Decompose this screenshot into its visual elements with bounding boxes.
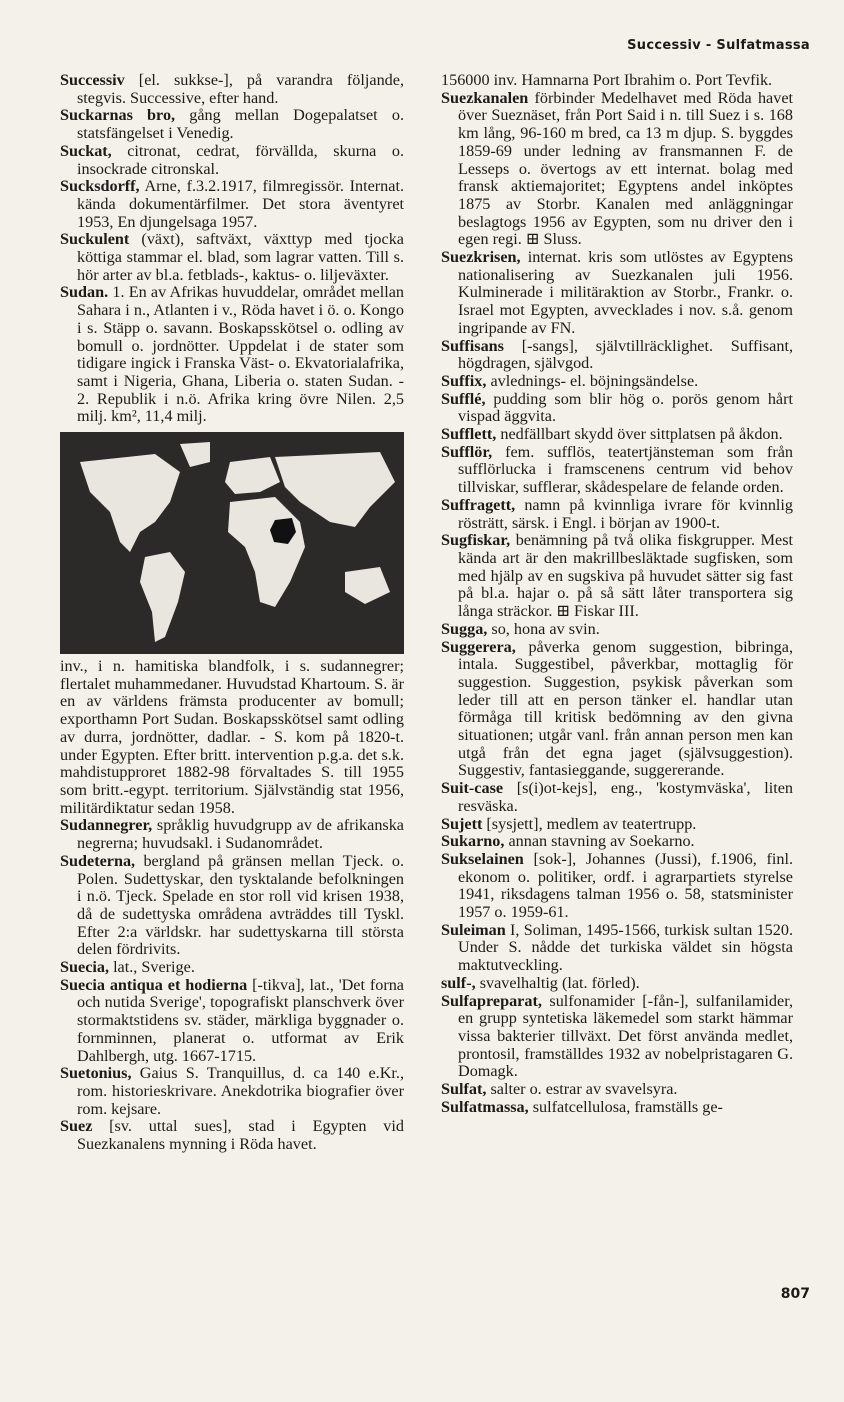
dictionary-entry (441, 816, 793, 834)
dictionary-entry (441, 922, 793, 975)
entry-definition: (växt), saftväxt, växttyp med tjocka köttiga stammar el. blad, som lagrar vatten. Till s. hör arter av bl.a. fetblads-, kaktus- o. liljeväxter. (77, 230, 404, 284)
dictionary-entry (441, 373, 793, 391)
entry-headword: Sulfatmassa, (441, 1097, 529, 1116)
entry-headword: Sucksdorff, (60, 177, 140, 196)
entry-definition: 1. En av Afrikas huvuddelar, området mellan Sahara i n., Atlanten i v., Röda havet i ö. o. Kongo i s. Stäpp o. savann. Boskapsskötsel o. odling av bomull o. jordnötter. Uppdelat i de stater som tidigare ingick i Franska Väst- o. Ekvatorialafrika, samt i Nigeria, Ghana, Liberia o. staten Sudan. - 2. Republik i n.ö. Afrika kring övre Nilen. 2,5 milj. km², 11,4 milj. (77, 283, 404, 426)
dictionary-entry (441, 1099, 793, 1117)
entry-definition: Gaius S. Tranquillus, d. ca 140 e.Kr., rom. historieskrivare. Anekdotrika biografier över rom. kejsare. (77, 1064, 404, 1118)
entry-definition: [sysjett], medlem av teatertrupp. (482, 814, 697, 833)
entry-definition: so, hona av svin. (487, 619, 600, 638)
entry-headword: Sufflé, (441, 389, 486, 408)
dictionary-entry (441, 639, 793, 781)
page-number: 807 (780, 1286, 810, 1302)
entry-definition: internat. kris som utlöstes av Egyptens nationalisering av Suezkanalen juli 1956. Kulminerade i militäraktion av Storbr., Frankr. o. Israel mot Egypten, avvecklades i nov. s.å. genom ingripande av FN. (458, 248, 793, 337)
dictionary-entry (441, 90, 793, 249)
entry-headword: Suffisans (441, 336, 504, 355)
entry-headword: sulf-, (441, 973, 476, 992)
entry-headword: Suez (60, 1117, 93, 1136)
entry-headword: Sukselainen (441, 849, 524, 868)
dictionary-entry (441, 532, 793, 621)
dictionary-entry (60, 178, 404, 231)
dictionary-entry (441, 249, 793, 338)
entry-headword: Sudeterna, (60, 851, 136, 870)
entry-definition: pudding som blir hög o. porös genom hårt vispad äggvita. (458, 389, 793, 426)
entry-definition: lat., Sverige. (109, 958, 195, 977)
entry-definition: fem. sufflös, teatertjänsteman som från sufflörlucka i framscenens centrum vid behov tillviskar, sufflerar, skådespelare de felande orden. (458, 442, 793, 497)
dictionary-entry (60, 72, 404, 107)
entry-definition: [-tikva], lat., 'Det forna och nutida Sverige', topografiskt planschverk över stormaktstidens sv. städer, märkliga byggnader o. fornminnen, planerat o. utformat av Erik Dahlbergh, utg. 1667-1715. (77, 975, 404, 1065)
dictionary-entry (441, 391, 793, 426)
entry-headword: Sugga, (441, 619, 488, 638)
entry-definition: nedfällbart skydd över sittplatsen på åkdon. (496, 425, 783, 444)
entry-headword: Suckat, (60, 141, 112, 160)
entry-headword: Sufflör, (441, 442, 493, 461)
entry-headword: Sujett (441, 814, 483, 833)
entry-headword: Sukarno, (441, 832, 505, 851)
entry-definition: benämning på två olika fiskgrupper. Mest kända art är den makrillbesläktade sugfisken, som med hjälp av en sugskiva på huvudet sätter sig fast på bl.a. hajar o. på så sätt låter transportera sig långa sträckor. ⊞ Fiskar III. (458, 531, 793, 621)
dictionary-entry (60, 143, 404, 178)
entry-definition: [s(i)ot-kejs], eng., 'kostymväska', liten resväska. (458, 779, 793, 815)
dictionary-entry (441, 426, 793, 444)
entry-headword: Sugfiskar, (441, 531, 511, 550)
entry-headword: Sulfat, (441, 1080, 487, 1099)
entry-definition: bergland på gränsen mellan Tjeck. o. Polen. Sudettyskar, den tysktalande befolkningen i n.ö. Tjeck. Spelade en stor roll vid krisen 1938, då de sudettyska områdena avträddes till Tyskl. Efter 2:a världskr. har sudettyskarna till största delen fördrivits. (77, 851, 404, 959)
entry-definition: [sv. uttal sues], stad i Egypten vid Suezkanalens mynning i Röda havet. (77, 1117, 404, 1154)
right-column (441, 72, 793, 1116)
entry-definition: sulfatcellulosa, framställs ge- (528, 1097, 723, 1116)
entry-headword: Suffragett, (441, 495, 516, 514)
dictionary-entry (441, 621, 793, 639)
dictionary-entry (441, 975, 793, 993)
dictionary-entry (441, 851, 793, 922)
entry-definition: annan stavning av Soekarno. (504, 832, 695, 851)
sudan-continuation: inv., i n. hamitiska blandfolk, i s. sudannegrer; flertalet muhammedaner. Huvudstad Khartoum. S. är en av världens främsta producenter av bomull; exporthamn Port Sudan. Boskapsskötsel samt odling av durra, jordnötter, dadlar. - S. kom på 1820-t. under Egypten. Efter britt. intervention p.g.a. det s.k. mahdistupproret 1882-98 förvaltades S. till 1955 som britt.-egypt. territorium. Självständig stat 1956, militärdiktatur sedan 1958. (60, 657, 404, 817)
entry-headword: Suecia antiqua et hodierna (60, 975, 248, 994)
entry-headword: Suleiman (441, 920, 506, 939)
entry-definition: salter o. estrar av svavelsyra. (486, 1080, 678, 1099)
dictionary-entry (60, 959, 404, 977)
dictionary-entry (60, 1118, 404, 1153)
entry-definition: [sok-], Johannes (Jussi), f.1906, finl. ekonom o. politiker, ordf. i agrarpartiets styrelse 1941, riksdagens talman 1956 o. 58, statsminister 1957 o. 1959-61. (458, 849, 793, 922)
page-header: Successiv - Sulfatmassa (627, 38, 810, 53)
entry-headword: Suggerera, (441, 637, 516, 656)
entry-headword: Successiv (60, 71, 125, 89)
entry-definition: sulfonamider [-fån-], sulfanilamider, en grupp syntetiska läkemedel som starkt hämmar vissa bakterier tillväxt. Det först använda medlet, prontosil, framställdes 1932 av nobelpristagaren G. Domagk. (458, 991, 793, 1081)
dictionary-entry (441, 338, 793, 373)
dictionary-entry (441, 780, 793, 815)
entry-headword: Suffix, (441, 371, 487, 390)
entry-headword: Suezkrisen, (441, 248, 521, 267)
entry-headword: Suit-case (441, 779, 504, 798)
entry-headword: Suezkanalen (441, 88, 529, 107)
left-column (60, 72, 404, 1154)
dictionary-entry (60, 107, 404, 142)
entry-headword: Sulfapreparat, (441, 991, 542, 1010)
dictionary-entry (441, 1081, 793, 1099)
dictionary-entry (60, 977, 404, 1066)
entry-definition: språklig huvudgrupp av de afrikanska negrerna; huvudsakl. i Sudanområdet. (77, 816, 404, 853)
entry-definition: svavelhaltig (lat. förled). (475, 973, 640, 992)
entry-headword: Sufflett, (441, 425, 497, 444)
entry-definition: citronat, cedrat, förvällda, skurna o. insockrade citronskal. (77, 141, 404, 178)
entry-definition: I, Soliman, 1495-1566, turkisk sultan 1520. Under S. nådde det turkiska väldet sin högsta maktutveckling. (458, 920, 793, 975)
entry-definition: [-sangs], självtillräcklighet. Suffisant, högdragen, självgod. (458, 336, 793, 373)
entry-definition: påverka genom suggestion, bibringa, intala. Suggestibel, påverkbar, mottaglig för suggestion. Suggestion, psykisk påverkan som leder till att en person tänker el. handlar utan förmåga till kritisk bedömning av den givna situationen; utgår vanl. från annan person men kan utgå från det egna jaget (självsuggestion). Suggestiv, fantasieggande, suggererande. (458, 637, 793, 780)
entry-headword: Sudan. (60, 283, 109, 302)
entry-definition: Arne, f.3.2.1917, filmregissör. Internat. kända dokumentärfilmer. Det stora äventyret 1953, En djungelsaga 1957. (77, 177, 404, 231)
dictionary-entry (60, 284, 404, 426)
entry-headword: Suckulent (60, 230, 130, 249)
right-lead: 156000 inv. Hamnarna Port Ibrahim o. Port Tevfik. (441, 71, 773, 89)
entry-definition: avlednings- el. böjningsändelse. (486, 371, 699, 390)
entry-headword: Suetonius, (60, 1064, 132, 1083)
dictionary-entry (441, 993, 793, 1082)
dictionary-entry (441, 833, 793, 851)
dictionary-entry (60, 853, 404, 959)
entry-headword: Sudannegrer, (60, 816, 153, 835)
dictionary-entry (441, 497, 793, 532)
entry-headword: Suckarnas bro, (60, 106, 176, 125)
world-map-sudan (60, 432, 404, 654)
entry-definition: gång mellan Dogepalatset o. statsfängelset i Venedig. (77, 106, 404, 143)
entry-definition: namn på kvinnliga ivrare för kvinnlig rösträtt, särsk. i Engl. i början av 1900-t. (458, 495, 793, 532)
entry-headword: Suecia, (60, 958, 110, 977)
dictionary-entry (441, 444, 793, 497)
entry-definition: förbinder Medelhavet med Röda havet över Sueznäset, från Port Said i n. till Suez i s. 168 km lång, 96-160 m bred, ca 13 m djup. S. byggdes 1859-69 under ledning av fransmannen F. de Lesseps o. övertogs av ett internat. bolag med fransk aktiemajoritet; Egyptens andel inköptes 1875 av Storbr. Kanalen med anläggningar beslagtogs 1956 av Egypten, som nu driver den i egen regi. ⊞ Sluss. (458, 88, 793, 249)
dictionary-entry (60, 1065, 404, 1118)
dictionary-entry (60, 231, 404, 284)
entry-definition: [el. sukkse-], på varandra följande, stegvis. Successive, efter hand. (77, 71, 404, 107)
dictionary-entry (60, 817, 404, 852)
